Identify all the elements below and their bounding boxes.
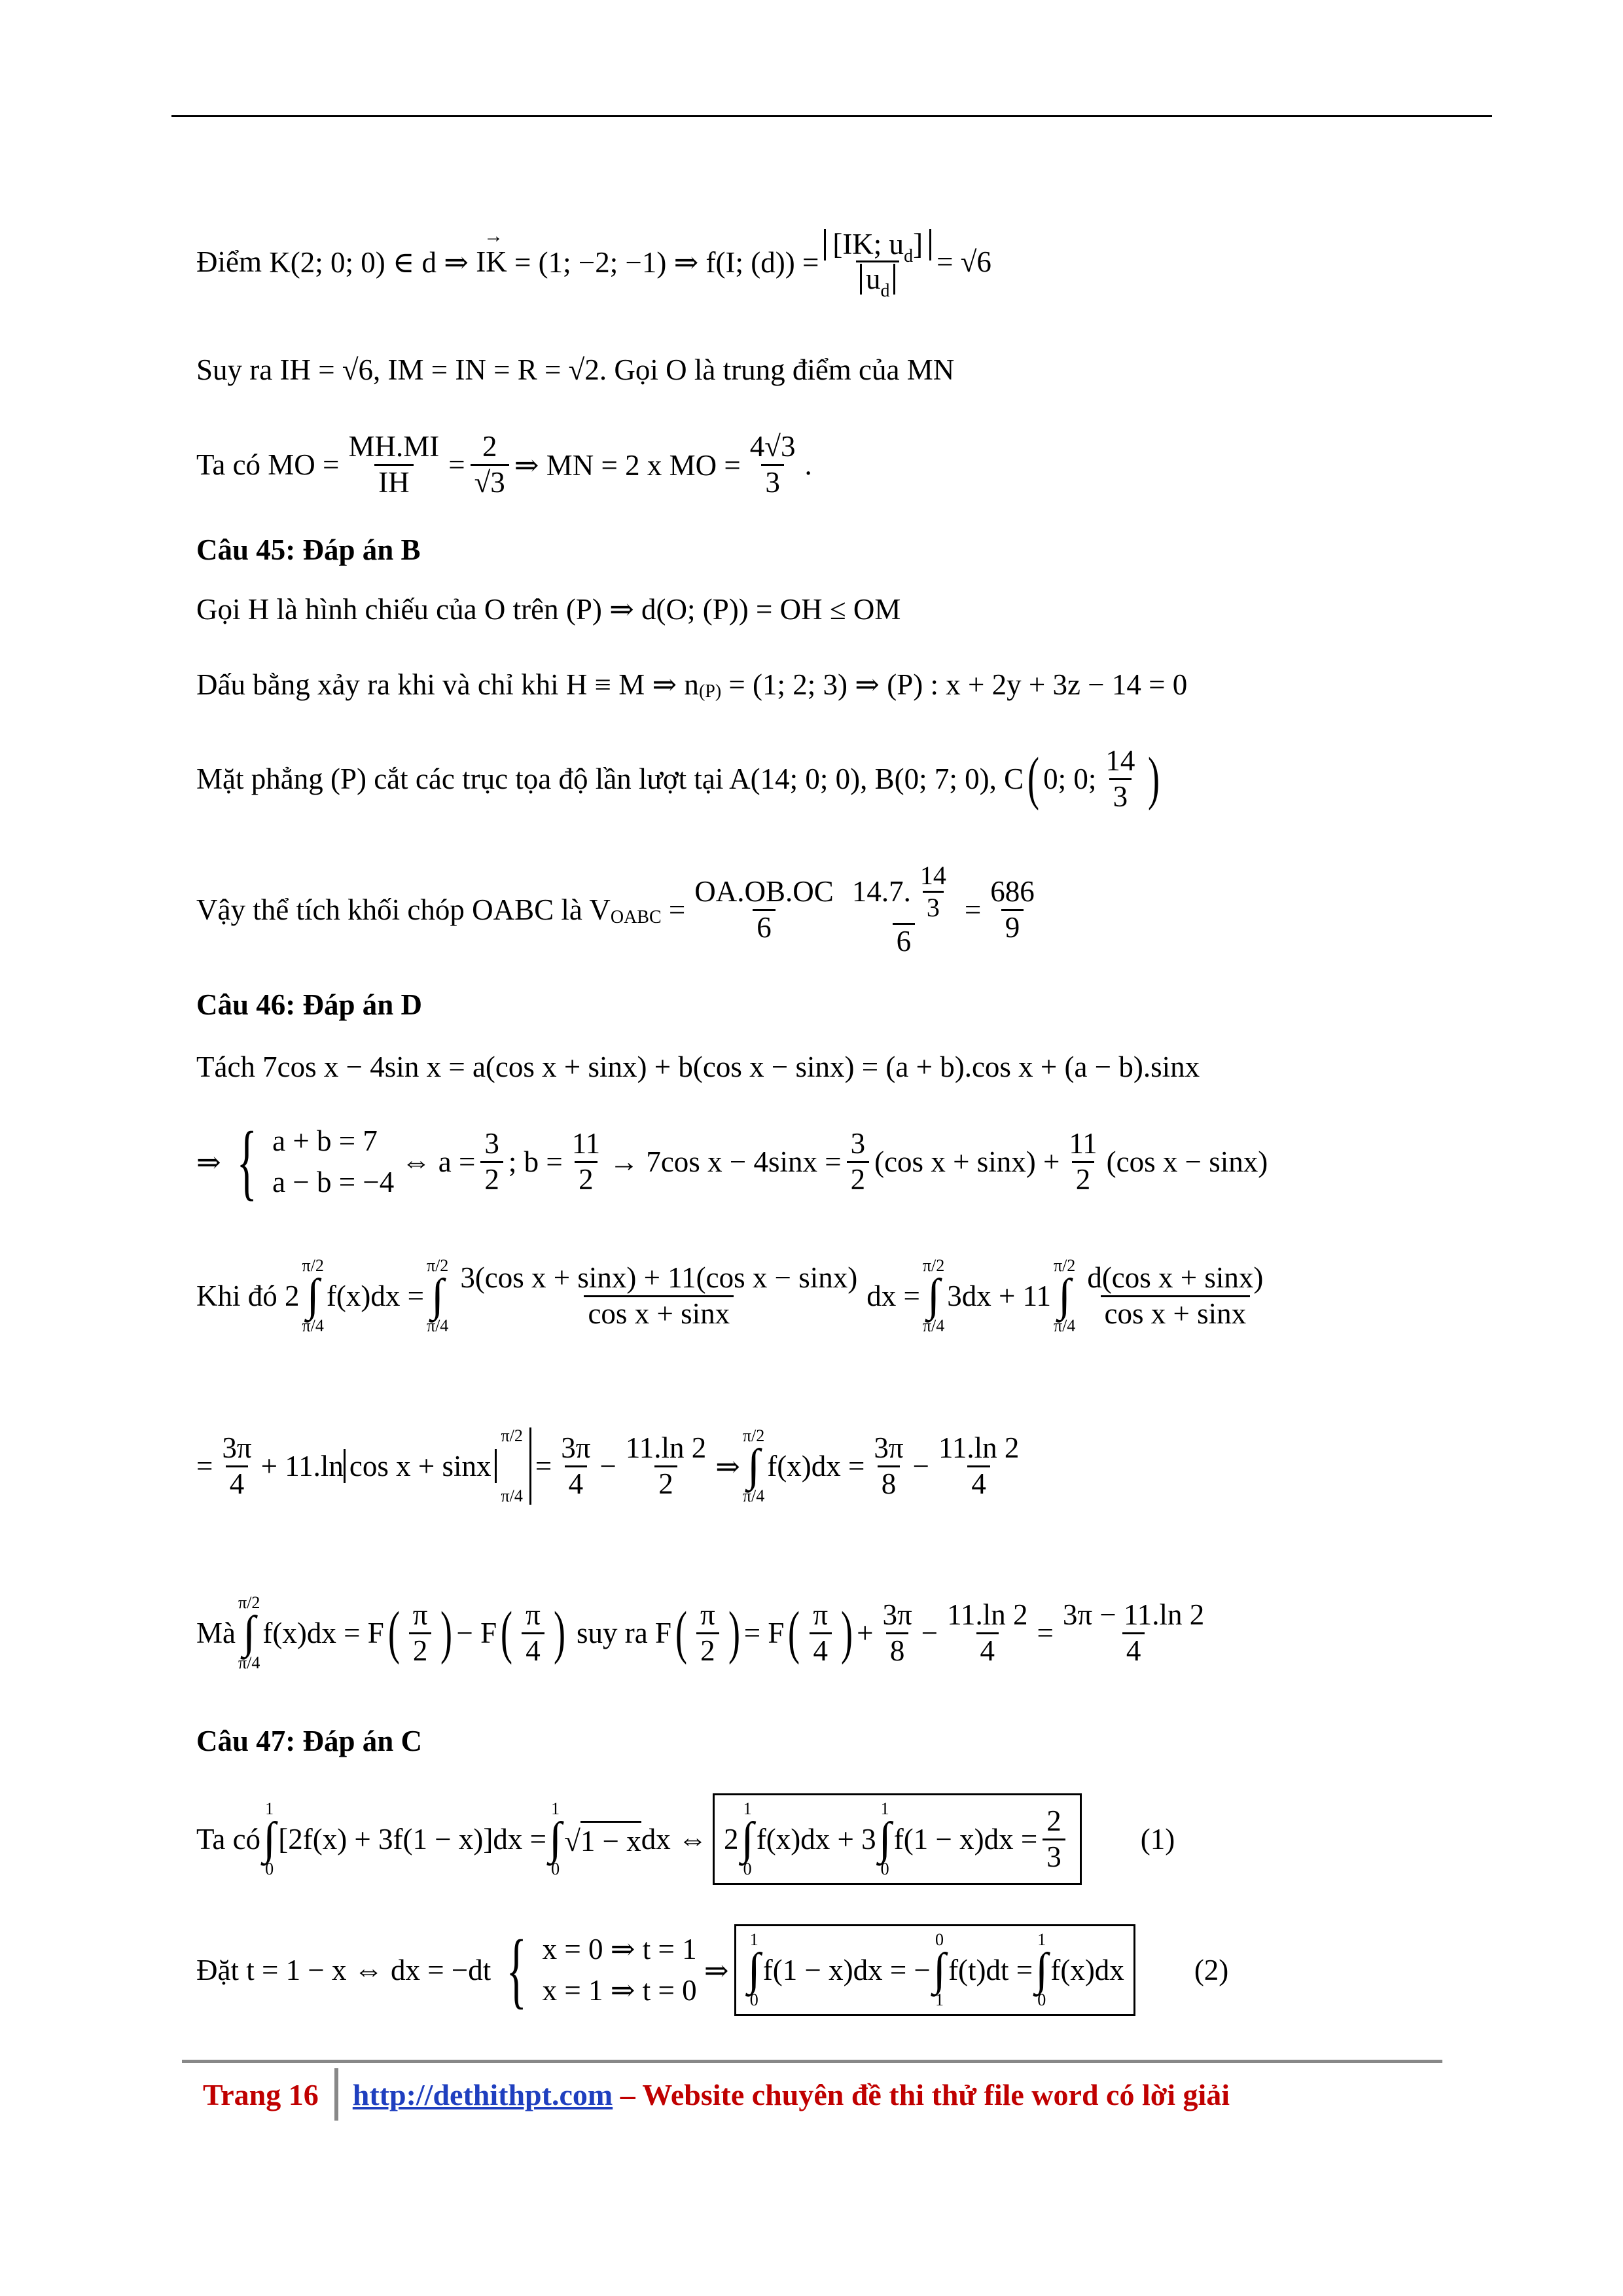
lower-limit: 0 [749,1990,758,2010]
integral-sign: π/2 ∫ π/4 [922,1255,945,1336]
brace: { [236,1115,257,1209]
denominator: 2 [1072,1161,1095,1195]
text: = (1; −2; −1) ⇒ f(I; (d)) = [514,245,819,279]
sqrt-content: 1 − x [580,1821,641,1858]
lower-limit: 0 [743,1859,752,1879]
denominator: 3 [1109,778,1132,812]
text: K(2; 0; 0) ∈ d ⇒ [269,245,469,279]
fraction [879,1600,916,1666]
text: ⇒ MN = 2 x MO = [514,448,741,482]
numerator: 3 [484,1127,499,1160]
q46-line-5: Mà π/2 ∫ π/4 f(x)dx = F ( $\frac{\pi}{2}$ ) − F ( $\frac{\pi}{4}$ ) suy ra F ( $\frac{\pi}{2}$ ) = F ( $\frac{\pi}{4}$ ) + $\frac{3\pi}{8}$ − $\frac{11.\ln 2}{4}$ = $\frac{3\pi - 11.\ln 2}{4}$ [196,1568,1213,1698]
numerator: 11.ln 2 [938,1431,1020,1465]
website-link[interactable]: http://dethithpt.com [352,2077,613,2111]
text: − F [456,1617,497,1649]
numerator: 3π [882,1598,912,1632]
numerator: 11 [1069,1127,1097,1160]
upper-limit: 1 [551,1799,560,1818]
lower-limit: 1 [935,1990,944,2010]
lower-limit: π/4 [426,1316,449,1336]
upper-limit: 0 [935,1929,944,1949]
denominator: cos x + sinx [1101,1295,1251,1329]
text: (cos x − sinx) [1106,1145,1268,1178]
numerator: π [526,1598,541,1632]
fraction [847,1128,870,1195]
distance-fraction: $\frac{[IK; u_d]}{u_d}$ [824,229,931,295]
text: ⇒ [704,1954,729,1987]
equation: a + b = 7 [272,1124,378,1157]
text: f(x)dx + 3 [756,1823,876,1856]
q45-line-1 [196,589,901,628]
fraction [218,1433,255,1499]
fraction [809,1600,832,1666]
numerator: 14 [919,861,946,891]
upper-limit: 1 [265,1799,274,1818]
heading-q45 [196,530,421,569]
lower-limit: π/4 [302,1316,324,1336]
numerator: 11 [571,1127,601,1160]
fraction [986,876,1039,943]
text: 2 [724,1823,739,1856]
fraction [568,1128,604,1195]
upper-limit: π/2 [302,1255,324,1275]
text: = √6 [936,245,991,278]
fraction [1059,1600,1208,1666]
fraction [522,1600,544,1666]
numerator: π [412,1598,428,1632]
text: Tách 7cos x − 4sin x = a(cos x + sinx) + b(cos x − sinx) = (a + b).cos x + (a − b).sinx [196,1050,1200,1083]
text: dx = [866,1280,920,1312]
paren: ( [1027,746,1040,811]
upper-limit: π/2 [922,1255,945,1275]
subscript: d [880,280,890,301]
upper-limit: 1 [743,1799,752,1818]
denominator: cos x + sinx [584,1295,734,1329]
denominator: 3 [923,891,944,922]
integral-sign: π/2 ∫ π/4 [1053,1255,1076,1336]
lower-limit: π/4 [1053,1316,1076,1336]
lower-limit: 0 [1037,1990,1046,2010]
fraction [1065,1128,1101,1195]
text: = [196,1450,213,1482]
upper-limit: 1 [749,1929,758,1949]
intro-line-3 [196,419,812,511]
text: ⇔ a = [401,1145,476,1178]
q46-line-4: = $\frac{3\pi}{4}$ + 11.ln cos x + sinx π/2 π/4 = $\frac{3\pi}{4}$ − $\frac{11.\ln 2}{2}$ ⇒ π/2 ∫ π/4 f(x)dx = $\frac{3\pi}{8}$ − $\frac{11.\ln 2}{4}$ [196,1401,1028,1532]
text: f(x)dx = F [262,1617,384,1649]
numerator: 14.7. [851,875,911,908]
equation: a − b = −4 [272,1166,395,1198]
fraction [622,1433,710,1499]
upper-limit: π/2 [1053,1255,1076,1275]
q45-line-4: Vậy thể tích khối chóp OABC là V OABC = $\frac{OA.OB.OC}{6}$ 14.7. $\frac{14}{3}$ 6 = $\frac{686}{9}$ [196,848,1044,972]
numerator: 14 [1105,744,1135,778]
denominator: 2 [575,1161,597,1195]
q47-line-2 [196,1914,1228,2026]
denominator: 4 [1122,1632,1145,1666]
denominator: 2 [847,1161,870,1195]
brace: { [506,1923,527,2017]
q46-line-1 [196,1047,1200,1086]
heading-text: Câu 46: Đáp án D [196,988,423,1021]
denominator: √3 [471,464,509,498]
text: f(t)dt = [948,1954,1033,1986]
text: − [921,1617,938,1649]
denominator: 3 [1043,1839,1065,1873]
lower-limit: 0 [551,1859,560,1879]
denominator: 4 [226,1465,249,1499]
text: ⇒ [715,1450,740,1483]
footer [203,2068,1230,2121]
text: Khi đó 2 [196,1280,300,1312]
text: Suy ra IH = √6, IM = IN = R = √2. Gọi O là trung điểm của MN [196,353,955,386]
text: [2f(x) + 3f(1 − x)]dx = [278,1823,547,1856]
text: Ta có [196,1823,261,1856]
numerator: 3π [222,1431,252,1465]
denominator: 4 [565,1465,588,1499]
numerator: 686 [990,875,1035,908]
fraction [344,431,443,498]
text: ; b = [508,1145,563,1178]
numerator: 2 [1046,1804,1061,1838]
numerator: 3π [561,1431,591,1465]
q46-line-2 [196,1109,1268,1214]
text: = [448,448,465,481]
fraction [456,1263,861,1329]
text: f(x)dx = [767,1450,865,1482]
subscript: OABC [610,907,662,927]
footer-separator [334,2068,338,2121]
lower-limit: π/4 [742,1486,765,1506]
upper-limit: 1 [880,1799,889,1818]
fraction [935,1433,1023,1499]
lower-limit: π/4 [238,1653,260,1673]
text: (cos x + sinx) + [874,1145,1060,1178]
text: ⇒ [196,1145,221,1179]
heading-text: Câu 47: Đáp án C [196,1725,423,1757]
evaluation-bar [344,1427,531,1505]
text: suy ra F [577,1617,672,1649]
intro-line-2 [196,350,954,389]
integral-sign: 1 ∫ 0 [263,1799,276,1879]
integral-sign: 0 ∫ 1 [933,1929,946,2010]
lower-limit: 0 [265,1859,274,1879]
fraction [1101,745,1139,812]
text: f(x)dx [1050,1954,1124,1986]
text: − [599,1450,616,1482]
fraction [943,1600,1031,1666]
equation-tag: (1) [1140,1823,1175,1856]
absolute-value: cos x + sinx [344,1449,497,1483]
numerator: OA.OB.OC [694,875,834,908]
denominator: 8 [886,1632,909,1666]
text: = [668,893,686,926]
text: = [535,1450,552,1482]
text: f(x)dx = [326,1280,424,1312]
denominator: 4 [967,1465,990,1499]
q45-line-3 [196,733,1164,825]
subscript: d [904,246,914,267]
numerator: 3π − 11.ln 2 [1062,1598,1205,1632]
denominator: IH [374,464,413,498]
text: Mặt phẳng (P) cắt các trục tọa độ lần lượt tại A(14; 0; 0), B(0; 7; 0), C [196,762,1024,795]
fraction [409,1600,432,1666]
numerator: MH.MI [348,430,440,463]
numerator: d(cos x + sinx) [1087,1261,1264,1295]
equation-system [543,1929,697,2011]
denominator: 9 [1001,909,1024,943]
heading-q47 [196,1721,422,1761]
boxed-equation-1 [713,1793,1082,1886]
text: = F [743,1617,785,1649]
numerator: 3 [850,1127,866,1160]
text: Gọi H là hình chiếu của O trên (P) ⇒ d(O; (P)) = OH ≤ OM [196,592,901,626]
denominator: 2 [480,1161,503,1195]
fraction [480,1128,503,1195]
fraction [746,431,800,498]
fraction [870,1433,907,1499]
denominator: 4 [522,1632,544,1666]
text: = (1; 2; 3) ⇒ (P) : x + 2y + 3z − 14 = 0 [728,668,1188,701]
lower-limit: π/4 [501,1486,523,1506]
denominator: 2 [654,1465,677,1499]
numerator: 4√3 [749,430,796,463]
text: + [857,1617,874,1649]
fraction [696,1600,719,1666]
vector-ik: IK → [476,245,507,279]
denominator: 4 [976,1632,999,1666]
fraction [848,862,959,957]
text: = [1037,1617,1054,1649]
denominator: 2 [409,1632,432,1666]
fraction [690,876,838,943]
fraction [471,431,509,498]
numerator: π [813,1598,829,1632]
boxed-equation-2 [734,1924,1135,2017]
fraction [557,1433,594,1499]
paren: ) [1148,746,1160,811]
text: Ta có MO = [196,448,340,481]
text: 3dx + 11 [947,1280,1051,1312]
equation: x = 1 ⇒ t = 0 [542,1974,697,2007]
text: f(1 − x)dx = [893,1823,1038,1856]
integral-sign: π/2 ∫ π/4 [238,1592,260,1673]
text: Điểm [196,245,262,278]
q47-line-1: Ta có 1 ∫ 0 [2f(x) + 3f(1 − x)]dx = 1 ∫ 0 √1 − x dx ⇔ 2 1 ∫ 0 f(x)dx + 3 1 ∫ 0 f(1 − x)dx = $\frac{2}{3}$ (1) [196,1784,1175,1895]
integral-sign: 1 ∫ 0 [741,1799,754,1879]
denominator: 2 [696,1632,719,1666]
denominator: 8 [878,1465,901,1499]
denominator: 6 [753,909,776,943]
integral-sign: π/2 ∫ π/4 [742,1426,765,1506]
text: + 11.ln [260,1450,344,1482]
numerator: 11.ln 2 [625,1431,707,1465]
integral-sign: 1 ∫ 0 [1035,1929,1048,2010]
integral-sign: 1 ∫ 0 [747,1929,760,2010]
equation-tag: (2) [1194,1954,1229,1986]
text: Dấu bằng xảy ra khi và chỉ khi H ≡ M ⇒ n [196,668,699,701]
q45-line-2 [196,664,1187,704]
numerator: 2 [482,430,497,463]
page-number: Trang 16 [203,2077,319,2111]
equation: x = 0 ⇒ t = 1 [542,1933,697,1965]
text: → 7cos x − 4sinx = [609,1145,842,1178]
lower-limit: 0 [880,1859,889,1879]
text: f(1 − x)dx = − [762,1954,931,1986]
heading-text: Câu 45: Đáp án B [196,533,421,566]
heading-q46 [196,985,422,1024]
text: 0; 0; [1043,762,1097,795]
numerator: 3π [874,1431,904,1465]
fraction [1043,1806,1065,1873]
denominator: 4 [810,1632,832,1666]
integral-sign: 1 ∫ 0 [878,1799,891,1879]
text: Đặt t = 1 − x ⇔ dx = −dt [196,1954,491,1986]
upper-limit: π/2 [238,1592,260,1612]
footer-tagline: – Website chuyên đề thi thử file word có lời giải [620,2077,1230,2111]
intro-line-1 [196,196,991,327]
upper-limit: π/2 [426,1255,449,1275]
integral-sign: 1 ∫ 0 [549,1799,562,1879]
lower-limit: π/4 [922,1316,945,1336]
subscript: (P) [698,681,722,702]
denominator: 3 [761,464,784,498]
denominator: 6 [893,923,916,957]
numerator: 11.ln 2 [947,1598,1028,1632]
text: Vậy thể tích khối chóp OABC là V [196,893,611,926]
text: Mà [196,1617,236,1649]
q46-line-3 [196,1230,1272,1361]
cross-product: [IK; u [832,228,904,261]
upper-limit: 1 [1037,1929,1046,1949]
header-rule [171,115,1492,117]
text: dx ⇔ [641,1823,708,1856]
footer-rule [182,2060,1442,2063]
integral-sign: π/2 ∫ π/4 [302,1255,324,1336]
numerator: 3(cos x + sinx) + 11(cos x − sinx) [460,1261,858,1295]
integral-sign: π/2 ∫ π/4 [426,1255,449,1336]
upper-limit: π/2 [742,1426,765,1445]
text: . [804,448,812,481]
equation-system [272,1121,394,1203]
numerator: π [700,1598,715,1632]
fraction [1083,1263,1267,1329]
upper-limit: π/2 [501,1426,523,1445]
